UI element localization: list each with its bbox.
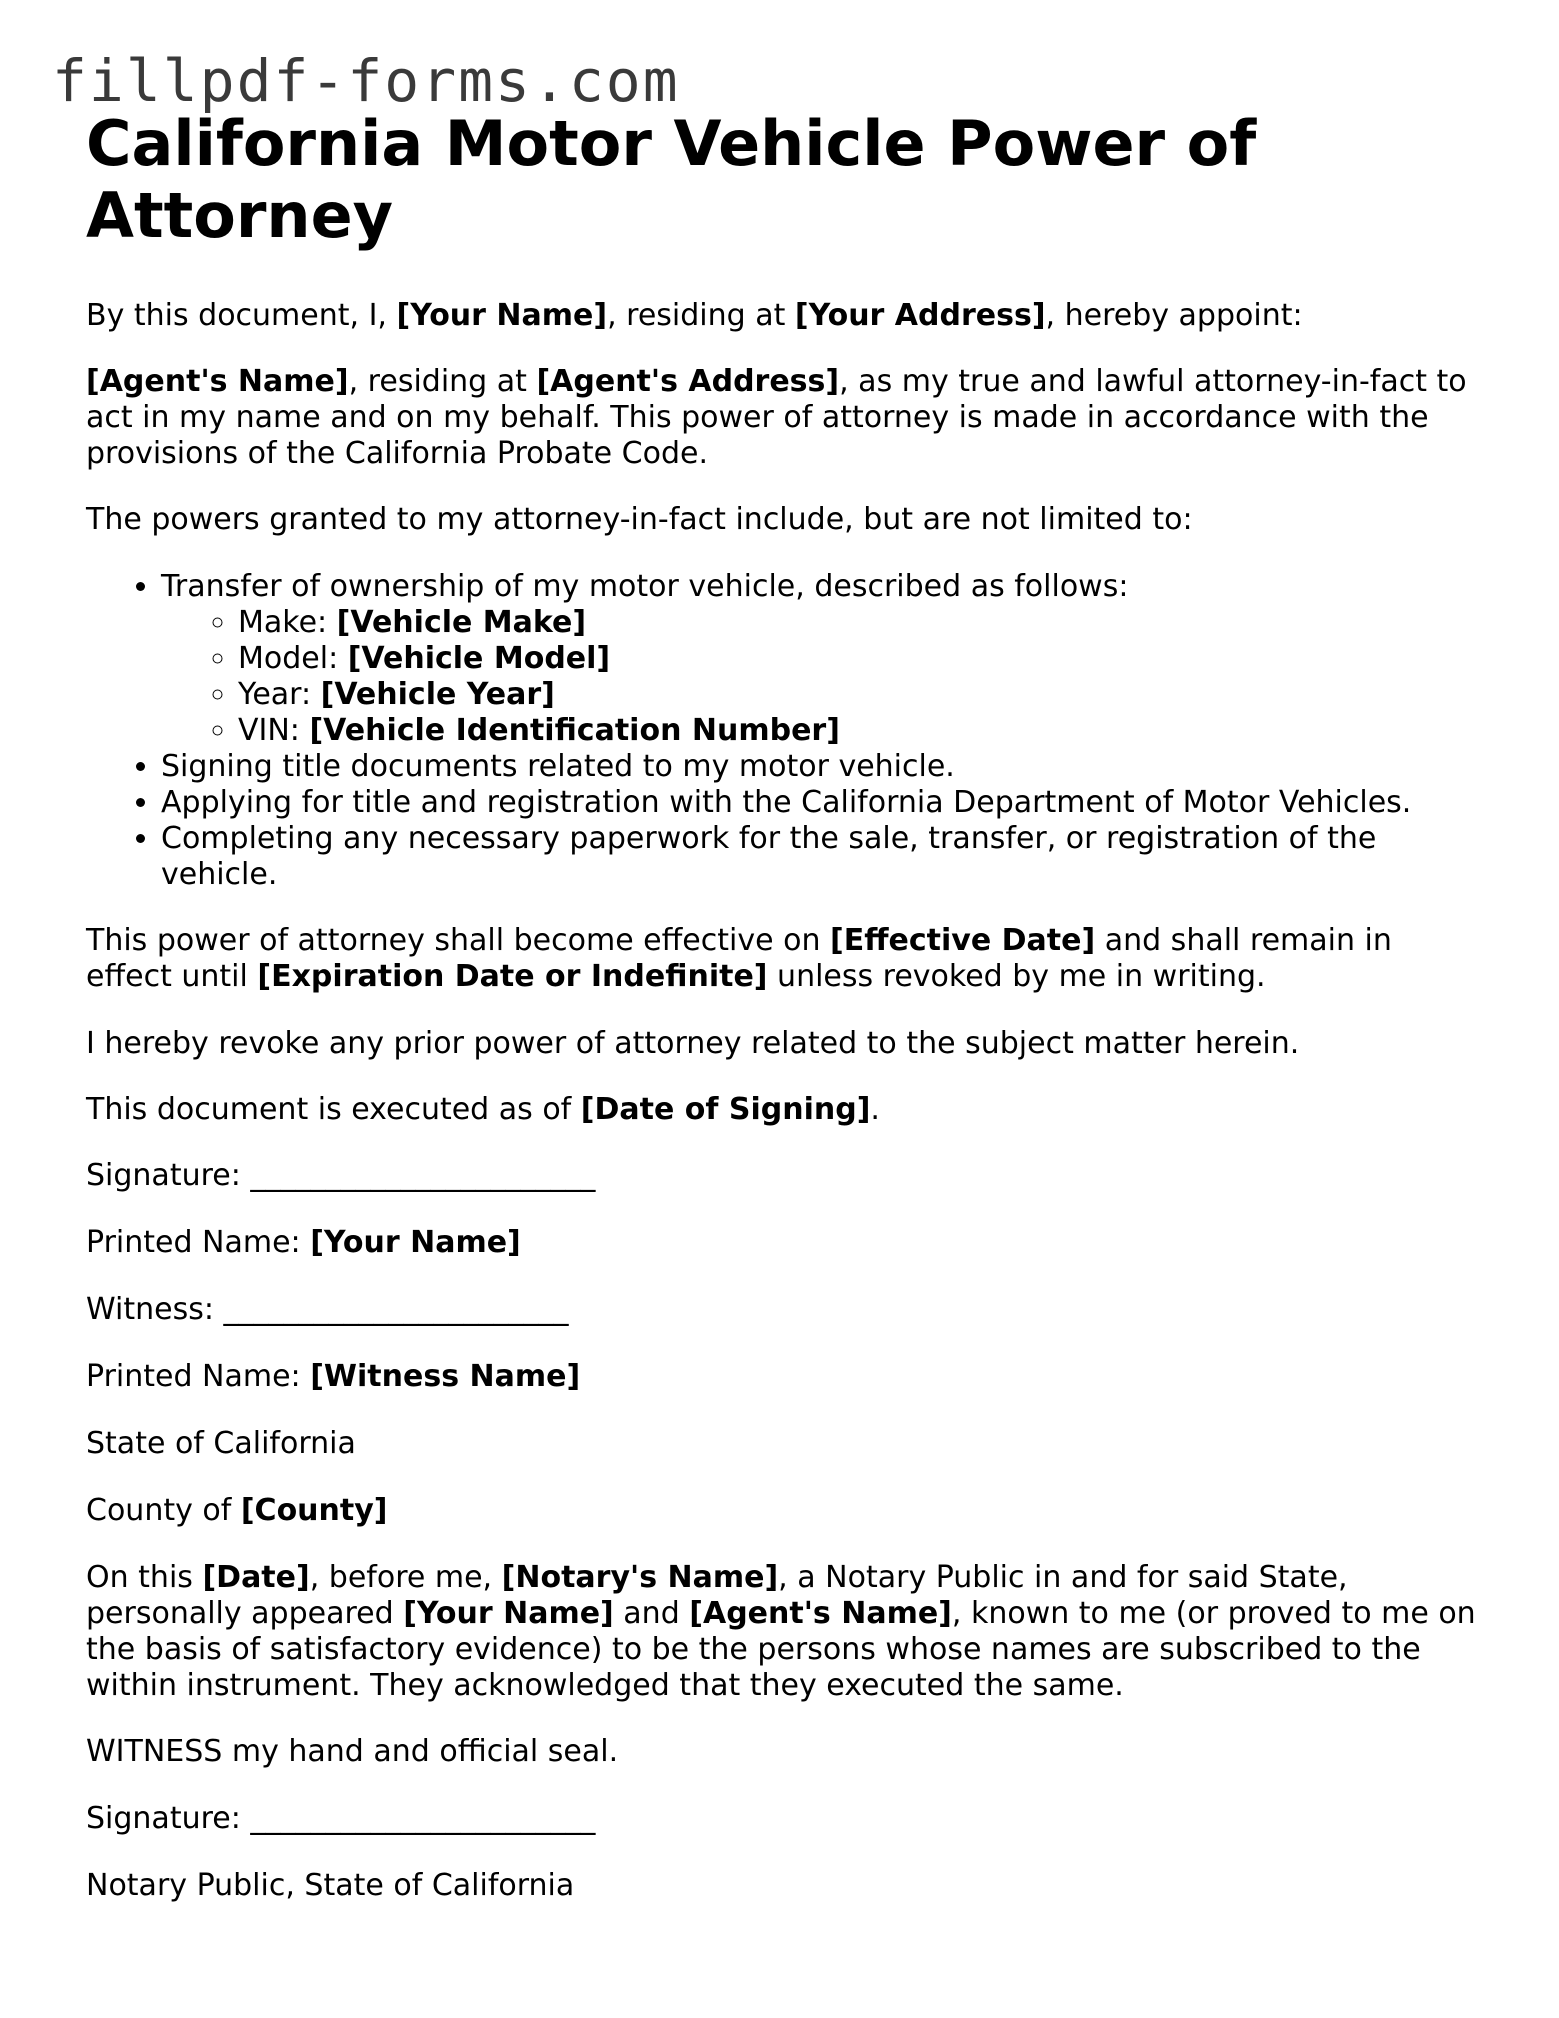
list-item [161,785,1486,821]
effective-paragraph [86,923,1486,995]
notary-signature-line [86,1801,1486,1837]
vehicle-year-item [238,677,1486,713]
vehicle-vin-item [238,713,1486,749]
county-label: County of [86,1493,241,1528]
expiration-date-field: [Expiration Date or Indefinite] [257,959,768,994]
list-item [161,569,1486,749]
witness-printed-name-line [86,1359,1486,1395]
notary-date-field: [Date] [202,1560,310,1595]
powers-list [86,569,1486,893]
notary-text-1: On this [86,1560,203,1595]
vehicle-model-item [238,641,1486,677]
vehicle-model-field: [Vehicle Model] [347,641,611,676]
vehicle-vin-field: [Vehicle Identification Number] [309,713,840,748]
principal-address-field: [Your Address] [794,298,1046,333]
notary-text-5: , known to me (or proved to me on the basis of satisfactory evidence) to be the persons whose names are subscribed to the within instrument. They acknowledged that they executed the same. [86,1596,1476,1703]
witness-label: Witness: [86,1292,224,1327]
witness-hand-line: WITNESS my hand and official seal. [86,1734,619,1769]
notary-text-4: and [613,1596,690,1631]
state-line: State of California [86,1426,356,1461]
intro-paragraph [86,298,1486,334]
principal-signature-blank[interactable]: _______________________ [250,1158,596,1193]
notary-text-3: , a Notary Public in and for said State, personally appeared [86,1560,1348,1631]
agent-text-2: , as my true and lawful attorney-in-fact to act in my name and on my behalf. This power of attorney is made in accordance with the provisions of the California Probate Code. [86,364,1467,471]
county-field: [County] [240,1493,388,1528]
witness-printed-name-label: Printed Name: [86,1359,311,1394]
agent-text-1: , residing at [348,364,537,399]
printed-name-label: Printed Name: [86,1225,311,1260]
vehicle-make-item [238,605,1486,641]
county-line [86,1493,1486,1529]
effective-text-1: This power of attorney shall become effective on [86,923,831,958]
intro-text-2: , residing at [607,298,795,333]
power-signing-text: Signing title documents related to my motor vehicle. [161,749,955,784]
agent-name-field: [Agent's Name] [86,364,349,399]
executed-paragraph [86,1092,1486,1128]
witness-signature-blank[interactable]: _______________________ [223,1292,569,1327]
notary-signature-blank[interactable]: _______________________ [250,1801,596,1836]
vehicle-model-label: Model: [238,641,348,676]
effective-text-2: and shall remain in effect until [86,923,1392,994]
notary-paragraph [86,1560,1486,1704]
list-item [161,749,1486,785]
signing-date-field: [Date of Signing] [580,1092,871,1127]
agent-paragraph [86,364,1486,472]
page-title: California Motor Vehicle Power of Attorney [86,107,1257,252]
effective-date-field: [Effective Date] [830,923,1096,958]
vehicle-make-field: [Vehicle Make] [336,605,587,640]
intro-text-3: , hereby appoint: [1045,298,1303,333]
notary-signature-label: Signature: [86,1801,251,1836]
principal-signature-label: Signature: [86,1158,251,1193]
powers-intro: The powers granted to my attorney-in-fact include, but are not limited to: [86,502,1193,537]
witness-signature-line [86,1292,1486,1328]
intro-text-1: By this document, I, [86,298,397,333]
notary-principal-name-field: [Your Name] [403,1596,614,1631]
printed-name-field: [Your Name] [310,1225,521,1260]
list-item [161,821,1486,893]
vehicle-vin-label: VIN: [238,713,310,748]
notary-text-2: , before me, [309,1560,502,1595]
effective-text-3: unless revoked by me in writing. [767,959,1266,994]
document-body [86,108,1486,1904]
principal-signature-line [86,1158,1486,1194]
power-applying-text: Applying for title and registration with the California Department of Motor Vehicles. [161,785,1412,820]
power-transfer-text: Transfer of ownership of my motor vehicle, described as follows: [161,569,1129,604]
agent-address-field: [Agent's Address] [536,364,840,399]
executed-text-1: This document is executed as of [86,1092,581,1127]
printed-name-line [86,1225,1486,1261]
principal-name-field: [Your Name] [396,298,608,333]
witness-name-field: [Witness Name] [310,1359,581,1394]
vehicle-make-label: Make: [238,605,337,640]
vehicle-year-label: Year: [238,677,321,712]
notary-agent-name-field: [Agent's Name] [689,1596,952,1631]
vehicle-year-field: [Vehicle Year] [320,677,555,712]
notary-title-line: Notary Public, State of California [86,1868,575,1903]
power-completing-text: Completing any necessary paperwork for the sale, transfer, or registration of the vehicle. [161,821,1377,892]
watermark: fillpdf-forms.com [52,47,680,115]
vehicle-details-list [161,605,1486,749]
notary-name-field: [Notary's Name] [501,1560,779,1595]
revoke-paragraph: I hereby revoke any prior power of attorney related to the subject matter herein. [86,1026,1300,1061]
executed-text-2: . [870,1092,880,1127]
